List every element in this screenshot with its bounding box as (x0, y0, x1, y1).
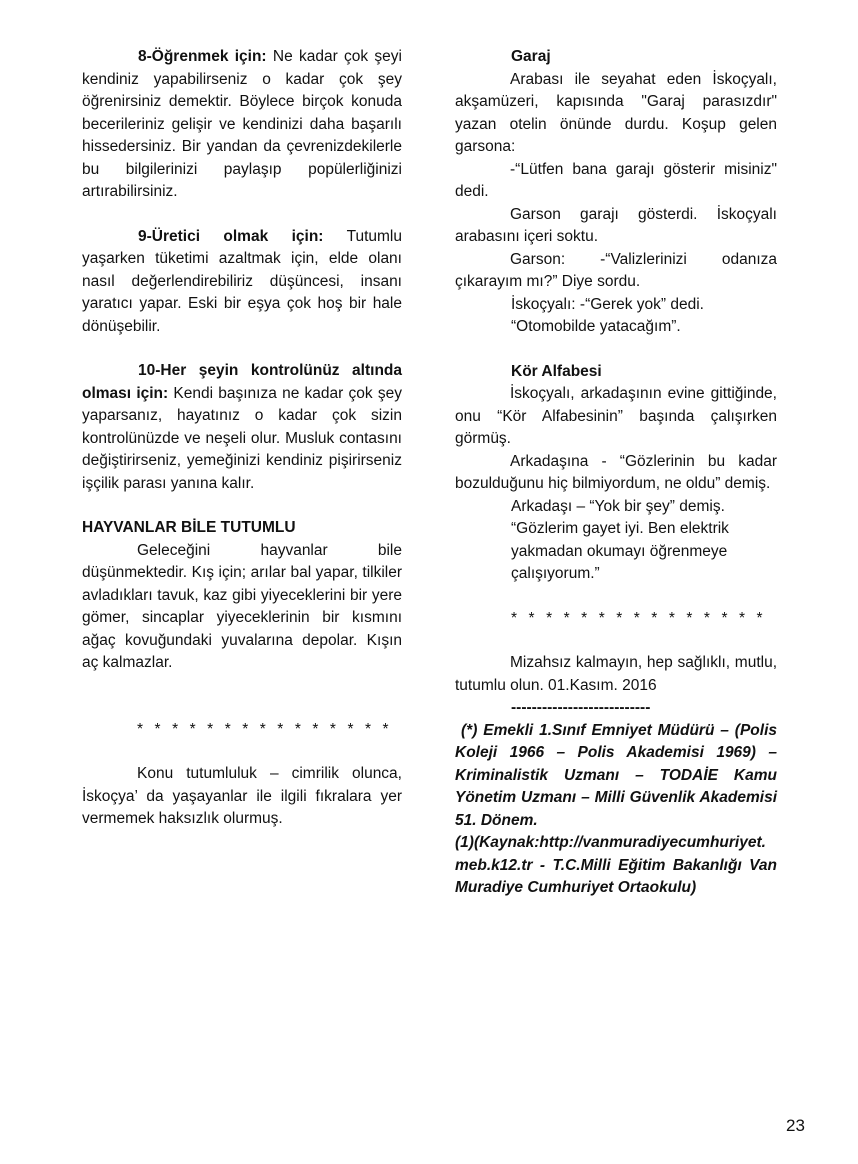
right-column (455, 46, 777, 900)
animals-heading: HAYVANLAR BİLE TUTUMLU (82, 519, 296, 536)
author-footnote: (*) Emekli 1.Sınıf Emniyet Müdürü – (Polis Koleji 1966 – Polis Akademisi 1969) – Kriminalistik Uzmanı – TODAİE Kamu Yönetim Uzmanı – Milli Güvenlik Akademisi 51. Dönem. (455, 721, 777, 829)
garage-paragraph-1: Arabası ile seyahat eden İskoçyalı, akşamüzeri, kapısında "Garaj parasızdır" yazan otelin önünde durdu. Koşup gelen garsona: (455, 70, 777, 155)
item-8-paragraph (82, 46, 402, 204)
item-9-text: Tutumlu yaşarken tüketimi azaltmak için, elde olanı nasıl değerlendirebiliriz düşüncesi, insanı yaratıcı yapar. Eski bir eşya çok hoş bir hale dönüşebilir. (82, 227, 402, 335)
page-number: 23 (786, 1116, 805, 1135)
garage-heading: Garaj (511, 48, 551, 65)
closing-paragraph-left: Konu tutumluluk – cimrilik olunca, İskoçya’ da yaşayanlar ile ilgili fıkralara yer vermemek haksızlık olurmuş. (82, 765, 402, 827)
separator-stars-right: * * * * * * * * * * * * * * * (511, 609, 763, 627)
item-8-heading: 8-Öğrenmek için: (138, 48, 267, 65)
left-column (82, 46, 402, 831)
animals-paragraph: Geleceğini hayvanlar bile düşünmektedir. Kış için; arılar bal yapar, tilkiler avladıkları tavuk, kaz gibi yiyeceklerini bir yere gömer, sincaplar yiyeceklerinin bir kısmını ağaç kovuğundaki yuvalarına depolar. Kışın aç kalmazlar. (82, 541, 402, 671)
blind-paragraph-1: İskoçyalı, arkadaşının evine gittiğinde, onu “Kör Alfabesinin” başında çalışırken görmüş. (455, 385, 777, 447)
blind-alphabet-heading: Kör Alfabesi (511, 362, 602, 380)
item-8-text: Ne kadar çok şeyi kendiniz yapabilirseniz o kadar çok şey öğrenirsiniz demektir. Böylece birçok konuda becerileriniz gelişir ve kendinizi daha başarılı hissedersiniz. Bir yandan da çevrenizdekilerle bu bilgilerinizi paylaşıp popülerliğinizi artırabilirsiniz. (82, 48, 402, 200)
garage-paragraph-3: Garson garajı gösterdi. İskoçyalı arabasını içeri soktu. (455, 205, 777, 245)
blind-paragraph-3a: Arkadaşı – “Yok bir şey” demiş. (511, 497, 725, 515)
blind-paragraph-3b: “Gözlerim gayet iyi. Ben elektrik yakmadan okumayı öğrenmeye çalışıyorum.” (511, 520, 729, 582)
closing-wish: Mizahsız kalmayın, hep sağlıklı, mutlu, tutumlu olun. 01.Kasım. 2016 (455, 654, 777, 694)
source-note: (1)(Kaynak:http://vanmuradiyecumhuriyet.meb.k12.tr - T.C.Milli Eğitim Bakanlığı Van Muradiye Cumhuriyet Ortaokulu) (455, 834, 777, 896)
item-10-heading: 10-Her şeyin kontrolünüz altında olması için: (82, 362, 402, 402)
item-9-heading: 9-Üretici olmak için: (138, 227, 324, 245)
item-10-text: Kendi başınıza ne kadar çok şey yaparsanız, hayatınız o kadar çok sizin kontrolünüzde ve neşeli olur. Musluk contasını değiştirirseniz, yemeğinizi kendiniz pişirirseniz işçilik parası yanına kalır. (82, 384, 402, 492)
item-10-paragraph (82, 360, 402, 495)
item-9-paragraph (82, 226, 402, 339)
garage-paragraph-2: -“Lütfen bana garajı gösterir misiniz" dedi. (455, 160, 777, 200)
separator-stars-left: * * * * * * * * * * * * * * * (137, 720, 389, 738)
blind-paragraph-2: Arkadaşına - “Gözlerinin bu kadar bozulduğunu hiç bilmiyordum, ne oldu” demiş. (455, 452, 777, 492)
garage-paragraph-5b: “Otomobilde yatacağım”. (511, 318, 681, 335)
garage-paragraph-4: Garson: -“Valizlerinizi odanıza çıkarayım mı?” Diye sordu. (455, 250, 777, 290)
garage-paragraph-5a: İskoçyalı: -“Gerek yok” dedi. (511, 295, 704, 313)
dash-separator: --------------------------- (511, 699, 651, 716)
